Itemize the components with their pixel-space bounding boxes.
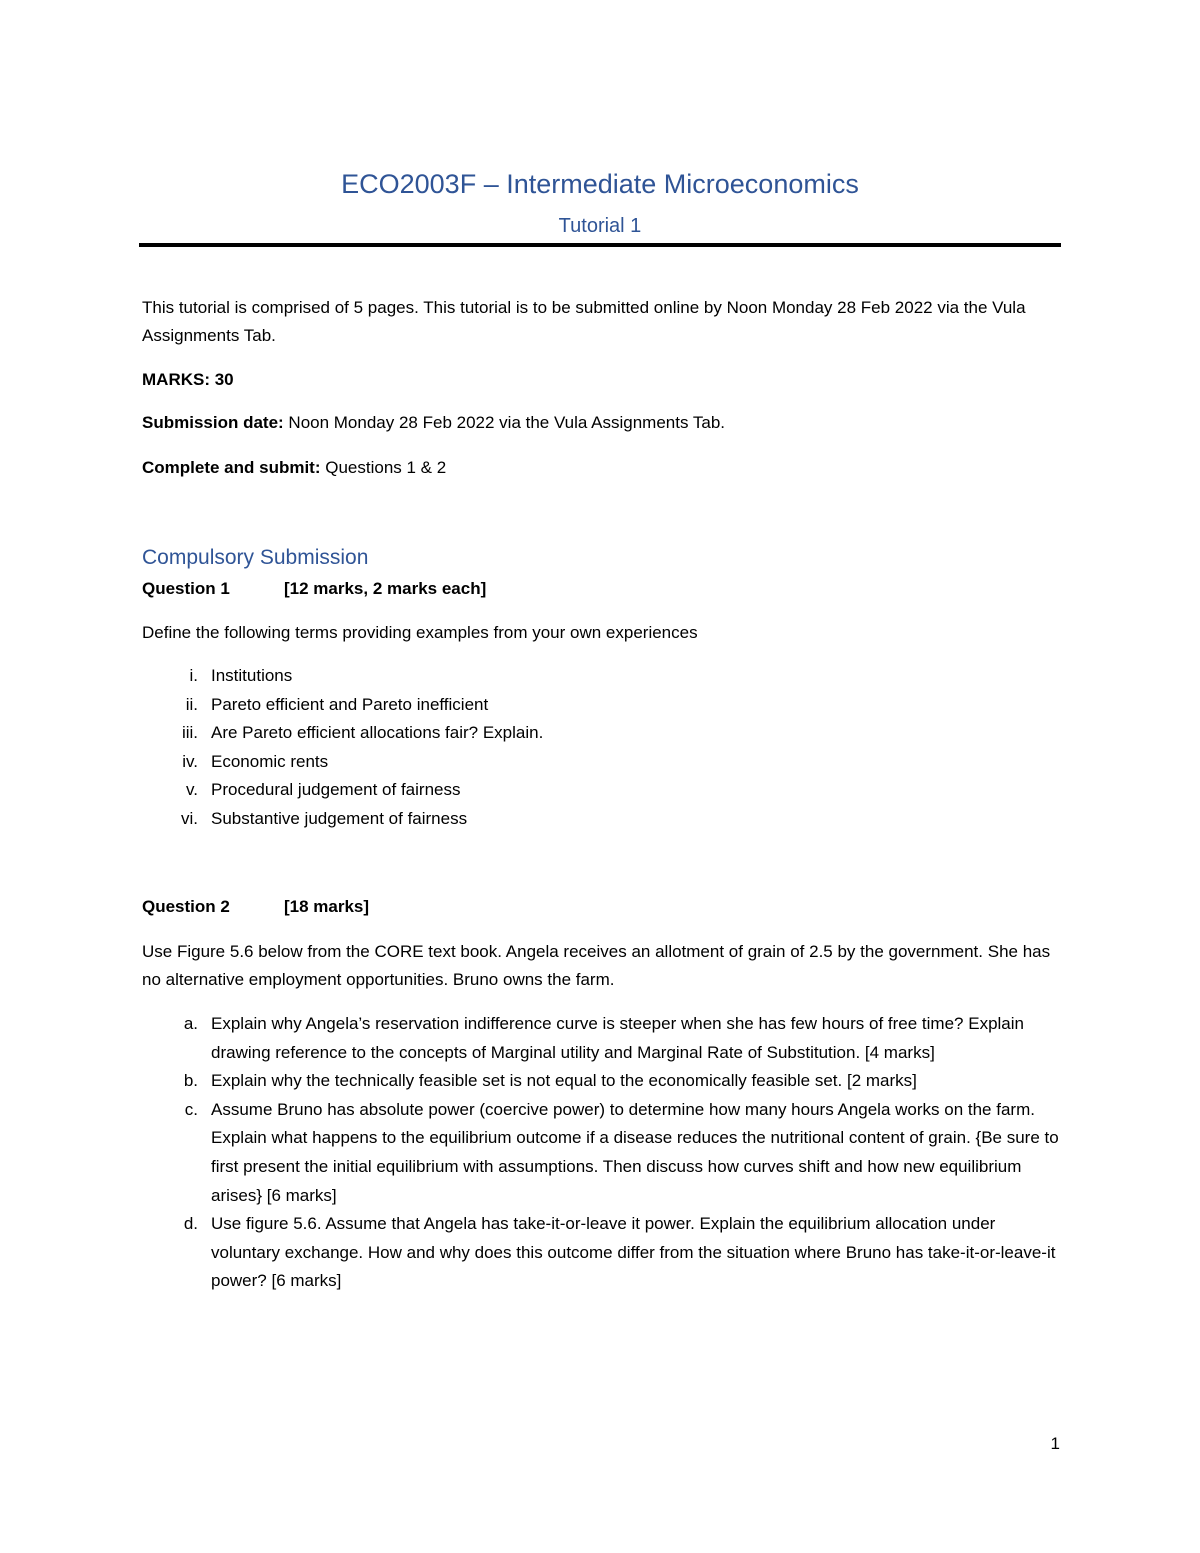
list-marker: iii. bbox=[181, 723, 198, 743]
submission-date-line bbox=[142, 409, 1062, 437]
list-item bbox=[142, 776, 1062, 805]
list-item bbox=[142, 805, 1062, 834]
list-marker: d. bbox=[183, 1214, 198, 1234]
marks-value: 30 bbox=[210, 370, 234, 389]
document-title: ECO2003F – Intermediate Microeconomics bbox=[341, 169, 859, 199]
list-item bbox=[142, 1096, 1062, 1210]
submission-value: Noon Monday 28 Feb 2022 via the Vula Assignments Tab. bbox=[283, 413, 726, 432]
list-item bbox=[142, 662, 1062, 691]
list-item-text: Economic rents bbox=[211, 751, 329, 771]
list-item-text: Use figure 5.6. Assume that Angela has take-it-or-leave it power. Explain the equilibrium allocation under voluntary exchange. How and why does this outcome differ from the situation where Bruno has take-it-or-leave-it power? [6 marks] bbox=[211, 1214, 1056, 1291]
list-item-text: Substantive judgement of fairness bbox=[211, 808, 468, 828]
question-2-list bbox=[142, 1010, 1062, 1296]
question-2-heading bbox=[142, 893, 369, 921]
section-heading: Compulsory Submission bbox=[142, 546, 369, 569]
list-marker: ii. bbox=[185, 694, 198, 714]
complete-submit-line bbox=[142, 454, 1062, 482]
document-subtitle: Tutorial 1 bbox=[558, 215, 642, 237]
question-1-list bbox=[142, 662, 1062, 834]
submission-label: Submission date: bbox=[142, 413, 284, 432]
list-item bbox=[142, 748, 1062, 777]
page-number: 1 bbox=[1050, 1434, 1060, 1453]
complete-label: Complete and submit: bbox=[142, 458, 321, 477]
list-item bbox=[142, 1067, 1062, 1096]
list-item-text: Assume Bruno has absolute power (coercive power) to determine how many hours Angela works on the farm. Explain what happens to the equilibrium outcome if a disease reduces the nutritional content of grain. {Be sure to first present the initial equilibrium with assumptions. Then discuss how curves shift and how new equilibrium arises} [6 marks] bbox=[211, 1099, 1059, 1205]
marks-label: MARKS: bbox=[142, 370, 210, 389]
title-divider bbox=[139, 243, 1061, 247]
intro-paragraph: This tutorial is comprised of 5 pages. This tutorial is to be submitted online by Noon Monday 28 Feb 2022 via the Vula Assignments Tab. bbox=[142, 298, 1026, 345]
list-marker: iv. bbox=[182, 751, 198, 771]
list-item bbox=[142, 1010, 1062, 1067]
marks-line bbox=[142, 366, 1062, 394]
list-item-text: Institutions bbox=[211, 666, 293, 685]
list-item bbox=[142, 719, 1062, 748]
question-2-intro: Use Figure 5.6 below from the CORE text book. Angela receives an allotment of grain of 2.5 by the government. She has no alternative employment opportunities. Bruno owns the farm. bbox=[142, 942, 1051, 989]
question-2-marks: [18 marks] bbox=[284, 897, 370, 916]
question-1-intro: Define the following terms providing examples from your own experiences bbox=[142, 623, 698, 642]
question-1-label: Question 1 bbox=[142, 579, 230, 598]
list-marker: i. bbox=[189, 666, 198, 685]
list-item-text: Pareto efficient and Pareto inefficient bbox=[211, 694, 489, 714]
list-marker: b. bbox=[183, 1071, 198, 1091]
list-marker: vi. bbox=[181, 808, 198, 828]
list-item bbox=[142, 1210, 1062, 1296]
list-marker: v. bbox=[186, 780, 198, 800]
complete-value: Questions 1 & 2 bbox=[320, 458, 447, 477]
list-item bbox=[142, 691, 1062, 720]
question-2-label: Question 2 bbox=[142, 897, 230, 916]
list-item-text: Explain why the technically feasible set is not equal to the economically feasible set. [2 marks] bbox=[211, 1071, 917, 1091]
list-item-text: Are Pareto efficient allocations fair? Explain. bbox=[211, 723, 544, 743]
list-item-text: Procedural judgement of fairness bbox=[211, 780, 461, 800]
list-marker: a. bbox=[183, 1014, 198, 1033]
question-1-marks: [12 marks, 2 marks each] bbox=[284, 579, 487, 598]
question-1-heading bbox=[142, 575, 486, 603]
list-marker: c. bbox=[184, 1099, 198, 1119]
list-item-text: Explain why Angela’s reservation indifference curve is steeper when she has few hours of free time? Explain drawing reference to the concepts of Marginal utility and Marginal Rate of Substitution. [4 marks] bbox=[211, 1014, 1024, 1062]
